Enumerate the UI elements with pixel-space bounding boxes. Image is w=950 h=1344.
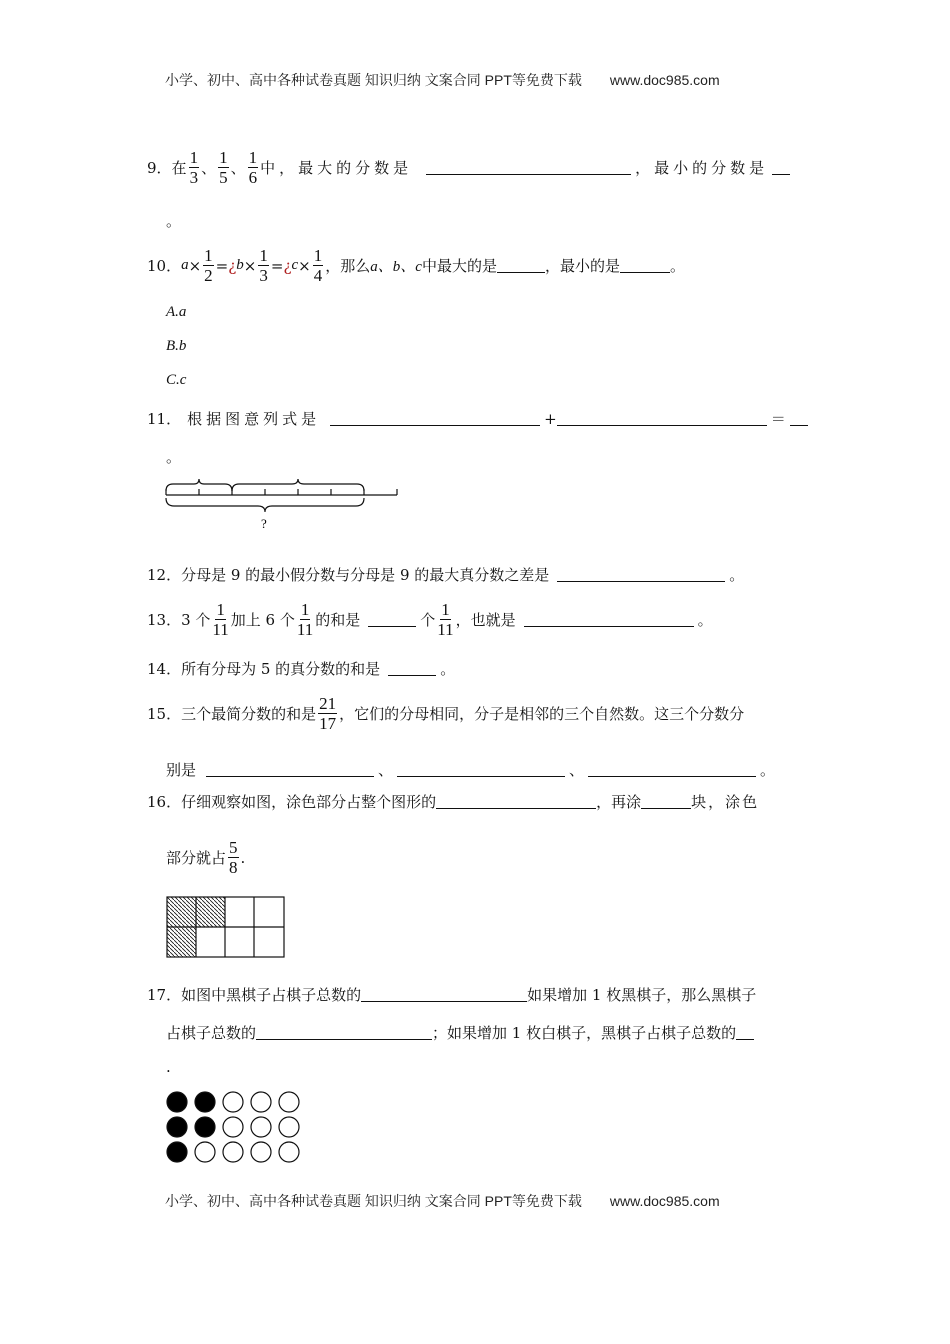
q-num: 16． — [147, 793, 182, 811]
numerator: 5 — [229, 838, 238, 857]
question-15-cont — [166, 759, 775, 780]
shaded-cell — [196, 897, 225, 927]
black-piece — [167, 1117, 187, 1137]
text: 、 — [378, 761, 394, 779]
white-piece — [223, 1117, 243, 1137]
black-piece — [195, 1092, 215, 1112]
text: 。 — [440, 660, 456, 678]
answer-blank[interactable] — [588, 762, 756, 777]
text: 部分就占 — [166, 849, 227, 867]
shaded-cell — [167, 927, 196, 957]
text: 根据图意列式是 — [187, 410, 321, 428]
q-num: 11． — [147, 410, 182, 428]
text: 别是 — [166, 761, 197, 779]
op: × — [188, 256, 202, 275]
text: 。 — [166, 448, 182, 466]
answer-blank[interactable] — [388, 661, 436, 676]
shaded-cell — [167, 897, 196, 927]
op: ＝ — [770, 410, 786, 428]
op: = — [215, 256, 229, 275]
text: ，那么 — [325, 257, 371, 275]
fraction — [212, 600, 228, 639]
numerator: 21 — [319, 694, 337, 713]
question-9 — [147, 148, 794, 187]
q-num: 15． — [147, 705, 182, 723]
question-11 — [147, 408, 812, 429]
black-piece — [195, 1117, 215, 1137]
text: 所有分母为 5 的真分数的和是 — [181, 660, 381, 678]
shaded-grid-figure — [166, 896, 286, 958]
answer-blank[interactable] — [256, 1025, 432, 1040]
text: . — [240, 848, 246, 867]
answer-blank[interactable] — [368, 612, 416, 627]
fraction — [189, 148, 200, 187]
text: 。 — [760, 761, 776, 779]
text: 中最大的是 — [421, 257, 497, 275]
header-text: 小学、初中、高中各种试卷真题 知识归纳 文案合同 PPT等免费下载 — [165, 72, 582, 88]
fraction — [228, 838, 239, 877]
text: 3 个 — [181, 611, 211, 629]
denominator: 8 — [229, 858, 238, 877]
denominator: 5 — [219, 168, 228, 187]
text: 块，涂色 — [691, 793, 760, 811]
answer-blank[interactable] — [557, 411, 767, 426]
text: 在 — [171, 159, 187, 177]
white-piece — [279, 1117, 299, 1137]
var: b — [236, 257, 244, 273]
q-num: 12． — [147, 566, 182, 584]
denominator: 3 — [259, 266, 268, 285]
q-num: 17． — [147, 986, 182, 1004]
text: a、b、c — [370, 259, 422, 275]
text: 仔细观察如图，涂色部分占整个图形的 — [181, 793, 437, 811]
white-piece — [251, 1117, 271, 1137]
chess-pieces-figure — [164, 1090, 304, 1166]
footer-text: 小学、初中、高中各种试卷真题 知识归纳 文案合同 PPT等免费下载 — [165, 1193, 582, 1209]
answer-blank[interactable] — [426, 160, 631, 175]
denominator: 6 — [248, 168, 258, 187]
q-num: 10． — [147, 257, 182, 275]
answer-blank[interactable] — [736, 1025, 754, 1040]
numerator: 1 — [219, 148, 228, 167]
q-num: 13． — [147, 611, 182, 629]
fraction — [437, 600, 453, 639]
fraction — [203, 246, 214, 285]
white-piece — [279, 1142, 299, 1162]
fraction — [258, 246, 269, 285]
text: 、 — [569, 761, 585, 779]
text: 。 — [166, 212, 182, 230]
white-piece — [223, 1092, 243, 1112]
footer-url: www.doc985.com — [609, 1193, 720, 1209]
numerator: 1 — [248, 148, 258, 167]
answer-blank[interactable] — [361, 987, 527, 1002]
denominator: 11 — [296, 620, 314, 639]
header-url: www.doc985.com — [609, 72, 720, 88]
question-17 — [147, 984, 756, 1005]
text: ，再涂 — [596, 793, 642, 811]
white-piece — [279, 1092, 299, 1112]
numerator: 1 — [441, 600, 450, 619]
text: 。 — [697, 611, 713, 629]
text: 三个最简分数的和是 — [181, 705, 317, 723]
q-num: 14． — [147, 660, 182, 678]
answer-blank[interactable] — [397, 762, 565, 777]
numerator: 1 — [216, 600, 225, 619]
page-footer — [165, 1191, 720, 1211]
answer-blank[interactable] — [524, 612, 694, 627]
text: 。 — [669, 257, 685, 275]
white-piece — [251, 1142, 271, 1162]
text: 如图中黑棋子占棋子总数的 — [181, 986, 362, 1004]
denominator: 11 — [437, 620, 454, 639]
text: ，最小的是 — [544, 257, 620, 275]
fraction — [297, 600, 313, 639]
black-piece — [167, 1142, 187, 1162]
answer-blank[interactable] — [772, 160, 790, 175]
numerator: 1 — [259, 246, 268, 265]
text: 个 — [420, 611, 436, 629]
option-a[interactable]: A.a — [166, 304, 187, 320]
text: 加上 6 个 — [230, 611, 295, 629]
text: ，最小的分数是 — [635, 159, 769, 177]
denominator: 2 — [204, 266, 213, 285]
white-piece — [195, 1142, 215, 1162]
answer-blank[interactable] — [206, 762, 374, 777]
question-15 — [147, 694, 744, 733]
answer-blank[interactable] — [557, 567, 725, 582]
question-10 — [147, 246, 685, 285]
fraction — [313, 246, 324, 285]
fraction — [218, 148, 229, 187]
answer-blank[interactable] — [790, 411, 808, 426]
page-header — [165, 70, 720, 90]
white-piece — [251, 1092, 271, 1112]
text: 。 — [729, 566, 745, 584]
text: 如果增加 1 枚黑棋子，那么黑棋子 — [527, 986, 757, 1004]
question-mark-label: ? — [261, 516, 267, 531]
op: × — [298, 256, 311, 275]
answer-blank[interactable] — [330, 411, 540, 426]
numerator: 1 — [313, 246, 323, 265]
question-16-cont — [166, 838, 245, 877]
numerator: 1 — [189, 148, 199, 167]
fraction — [248, 148, 259, 187]
var: a — [181, 257, 189, 273]
op: + — [544, 409, 557, 428]
denominator: 17 — [319, 714, 337, 733]
var: c — [291, 257, 299, 273]
denominator: 11 — [212, 620, 229, 639]
option-c[interactable]: C.c — [166, 372, 187, 388]
text: . — [166, 1058, 171, 1076]
text: 占棋子总数的 — [166, 1024, 257, 1042]
question-14 — [147, 658, 455, 679]
text: 的和是 — [315, 611, 361, 629]
denominator: 3 — [189, 168, 199, 187]
text: 、 — [201, 159, 217, 177]
text: ；如果增加 1 枚白棋子，黑棋子占棋子总数的 — [432, 1024, 737, 1042]
white-piece — [223, 1142, 243, 1162]
op: × — [243, 256, 257, 275]
answer-blank[interactable] — [497, 258, 545, 273]
question-17-cont — [166, 1022, 754, 1043]
answer-blank[interactable] — [620, 258, 670, 273]
question-16 — [147, 791, 759, 812]
glyph: ¿ — [228, 256, 237, 275]
black-piece — [167, 1092, 187, 1112]
text: ，它们的分母相同，分子是相邻的三个自然数。这三个分数分 — [339, 705, 745, 723]
numerator: 1 — [300, 600, 310, 619]
numerator: 1 — [204, 246, 213, 265]
answer-blank[interactable] — [641, 794, 691, 809]
text: ，也就是 — [455, 611, 516, 629]
denominator: 4 — [313, 266, 323, 285]
question-12 — [147, 564, 744, 585]
answer-blank[interactable] — [436, 794, 596, 809]
op: = — [270, 256, 284, 275]
fraction — [318, 694, 337, 733]
text: 分母是 9 的最小假分数与分母是 9 的最大真分数之差是 — [181, 566, 550, 584]
text: 、 — [230, 159, 246, 177]
glyph: ¿ — [283, 256, 292, 275]
text: 中，最大的分数是 — [260, 159, 413, 177]
number-line-diagram — [160, 476, 410, 536]
question-13 — [147, 600, 713, 639]
option-b[interactable]: B.b — [166, 338, 187, 354]
q-num: 9． — [147, 159, 172, 177]
